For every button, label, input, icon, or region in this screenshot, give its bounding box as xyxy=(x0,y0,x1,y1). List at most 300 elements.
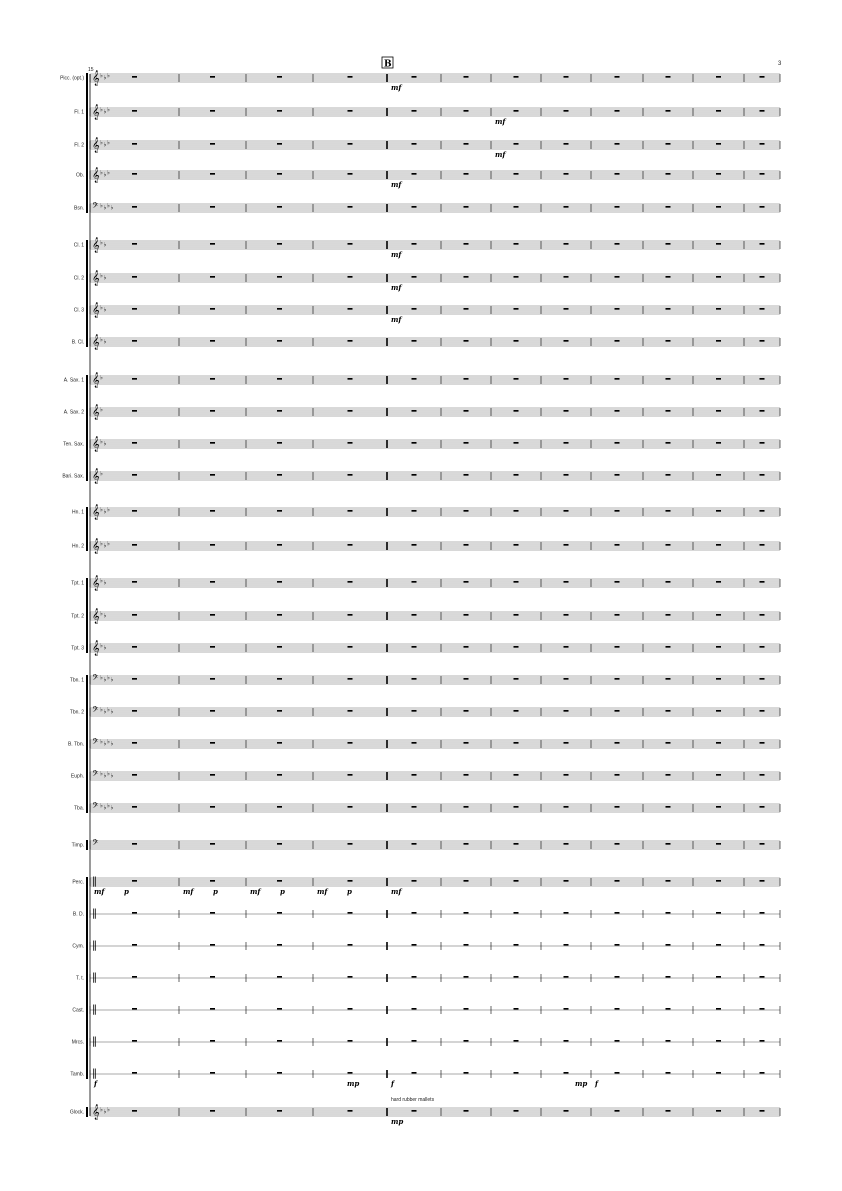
whole-rest xyxy=(348,678,353,680)
whole-rest xyxy=(464,843,469,845)
whole-rest xyxy=(210,544,215,546)
staff-label: Tbn. 1 xyxy=(69,677,84,684)
whole-rest xyxy=(514,880,519,882)
perc1-clef-icon: ‖ xyxy=(92,908,97,919)
staff-label: Tba. xyxy=(73,805,84,812)
flat-icon: ♭ xyxy=(107,139,110,147)
whole-rest xyxy=(716,76,721,78)
treble-clef-icon: 𝄞 xyxy=(92,138,100,153)
staff-label: A. Sax. 2 xyxy=(63,409,84,416)
treble-clef-icon: 𝄞 xyxy=(92,469,100,484)
whole-rest xyxy=(132,1008,137,1010)
whole-rest xyxy=(464,110,469,112)
staff-cast xyxy=(72,1004,780,1015)
whole-rest xyxy=(132,442,137,444)
whole-rest xyxy=(210,76,215,78)
flat-icon: ♭ xyxy=(103,274,107,282)
staff-t-t xyxy=(76,972,780,983)
whole-rest xyxy=(564,410,569,412)
staff-label: T. t. xyxy=(75,975,84,982)
treble-clef-icon: 𝄞 xyxy=(92,576,100,591)
whole-rest xyxy=(277,143,282,145)
whole-rest xyxy=(716,474,721,476)
whole-rest xyxy=(210,110,215,112)
whole-rest xyxy=(348,774,353,776)
whole-rest xyxy=(716,110,721,112)
whole-rest xyxy=(464,276,469,278)
whole-rest xyxy=(412,1110,417,1112)
flat-icon: ♭ xyxy=(100,406,103,414)
whole-rest xyxy=(564,880,569,882)
whole-rest xyxy=(132,710,137,712)
whole-rest xyxy=(666,243,671,245)
whole-rest xyxy=(564,1008,569,1010)
whole-rest xyxy=(348,410,353,412)
flat-icon: ♭ xyxy=(100,438,103,446)
whole-rest xyxy=(564,76,569,78)
treble-clef-icon: 𝄞 xyxy=(92,335,100,350)
whole-rest xyxy=(464,474,469,476)
whole-rest xyxy=(666,143,671,145)
whole-rest xyxy=(615,143,620,145)
staff-a-sax-1 xyxy=(64,373,780,388)
whole-rest xyxy=(666,912,671,914)
flat-icon: ♭ xyxy=(100,1106,103,1114)
whole-rest xyxy=(666,806,671,808)
staff-tpt-2 xyxy=(71,609,780,624)
whole-rest xyxy=(564,110,569,112)
whole-rest xyxy=(464,806,469,808)
dynamic-marking: f xyxy=(595,1079,599,1088)
whole-rest xyxy=(514,206,519,208)
whole-rest xyxy=(210,581,215,583)
whole-rest xyxy=(132,110,137,112)
flat-icon: ♭ xyxy=(103,612,107,620)
whole-rest xyxy=(666,614,671,616)
whole-rest xyxy=(464,581,469,583)
whole-rest xyxy=(210,742,215,744)
whole-rest xyxy=(514,76,519,78)
whole-rest xyxy=(348,976,353,978)
whole-rest xyxy=(514,742,519,744)
treble-clef-icon: 𝄞 xyxy=(92,373,100,388)
whole-rest xyxy=(132,410,137,412)
whole-rest xyxy=(412,110,417,112)
whole-rest xyxy=(132,378,137,380)
whole-rest xyxy=(666,1072,671,1074)
whole-rest xyxy=(716,143,721,145)
staff-ten-sax xyxy=(63,437,780,452)
staff-label: Tamb. xyxy=(70,1071,84,1078)
whole-rest xyxy=(277,581,282,583)
flat-icon: ♭ xyxy=(107,738,110,746)
whole-rest xyxy=(210,510,215,512)
flat-icon: ♭ xyxy=(100,738,103,746)
staff-label: Hn. 2 xyxy=(72,543,84,550)
flat-icon: ♭ xyxy=(100,272,103,280)
whole-rest xyxy=(514,614,519,616)
staff-label: B. Tbn. xyxy=(67,741,84,748)
whole-rest xyxy=(760,276,765,278)
whole-rest xyxy=(464,678,469,680)
staff-label: Ten. Sax. xyxy=(63,441,84,448)
flat-icon: ♭ xyxy=(107,169,110,177)
whole-rest xyxy=(277,1008,282,1010)
whole-rest xyxy=(348,646,353,648)
whole-rest xyxy=(412,806,417,808)
whole-rest xyxy=(760,678,765,680)
whole-rest xyxy=(132,143,137,145)
whole-rest xyxy=(348,76,353,78)
whole-rest xyxy=(760,944,765,946)
treble-clef-icon: 𝄞 xyxy=(92,71,100,86)
staff-label: Ob. xyxy=(75,172,84,179)
whole-rest xyxy=(348,880,353,882)
whole-rest xyxy=(464,774,469,776)
staff-picc-opt xyxy=(60,71,780,86)
whole-rest xyxy=(348,1008,353,1010)
whole-rest xyxy=(666,308,671,310)
dynamic-marking: mf xyxy=(391,180,402,189)
whole-rest xyxy=(277,474,282,476)
whole-rest xyxy=(277,678,282,680)
staff-b-cl xyxy=(72,335,780,350)
whole-rest xyxy=(564,614,569,616)
dynamic-marking: mp xyxy=(575,1079,588,1088)
whole-rest xyxy=(464,944,469,946)
whole-rest xyxy=(666,76,671,78)
whole-rest xyxy=(514,581,519,583)
whole-rest xyxy=(412,843,417,845)
whole-rest xyxy=(666,1110,671,1112)
staff-b-tbn xyxy=(68,738,780,749)
whole-rest xyxy=(210,944,215,946)
whole-rest xyxy=(716,276,721,278)
staff-mrcs xyxy=(72,1036,780,1047)
bass-clef-icon: 𝄢 xyxy=(92,770,99,781)
staff-label: Tpt. 3 xyxy=(71,645,84,652)
whole-rest xyxy=(132,76,137,78)
whole-rest xyxy=(716,1040,721,1042)
dynamic-marking: mp xyxy=(391,1117,404,1126)
whole-rest xyxy=(615,410,620,412)
treble-clef-icon: 𝄞 xyxy=(92,303,100,318)
whole-rest xyxy=(412,710,417,712)
whole-rest xyxy=(132,806,137,808)
whole-rest xyxy=(716,1110,721,1112)
whole-rest xyxy=(277,710,282,712)
whole-rest xyxy=(666,410,671,412)
whole-rest xyxy=(564,143,569,145)
whole-rest xyxy=(277,378,282,380)
staff-label: Fl. 2 xyxy=(74,142,84,149)
staff-cym xyxy=(72,940,780,951)
whole-rest xyxy=(514,1008,519,1010)
whole-rest xyxy=(210,410,215,412)
flat-icon: ♭ xyxy=(103,241,107,249)
whole-rest xyxy=(716,880,721,882)
whole-rest xyxy=(716,243,721,245)
whole-rest xyxy=(514,1110,519,1112)
whole-rest xyxy=(615,1072,620,1074)
whole-rest xyxy=(716,944,721,946)
whole-rest xyxy=(277,646,282,648)
whole-rest xyxy=(132,646,137,648)
whole-rest xyxy=(210,646,215,648)
flat-icon: ♭ xyxy=(103,74,107,82)
staff-cl-3 xyxy=(74,303,780,318)
whole-rest xyxy=(132,944,137,946)
whole-rest xyxy=(348,378,353,380)
flat-icon: ♭ xyxy=(103,508,107,516)
staff-tba xyxy=(74,802,780,813)
whole-rest xyxy=(348,614,353,616)
staff-tpt-1 xyxy=(71,576,780,591)
whole-rest xyxy=(464,173,469,175)
whole-rest xyxy=(132,774,137,776)
whole-rest xyxy=(412,976,417,978)
perc1-clef-icon: ‖ xyxy=(92,1004,97,1015)
whole-rest xyxy=(615,243,620,245)
whole-rest xyxy=(210,1008,215,1010)
whole-rest xyxy=(348,1072,353,1074)
flat-icon: ♭ xyxy=(100,239,103,247)
flat-icon: ♭ xyxy=(110,804,114,812)
whole-rest xyxy=(760,474,765,476)
whole-rest xyxy=(348,308,353,310)
whole-rest xyxy=(760,143,765,145)
whole-rest xyxy=(760,173,765,175)
whole-rest xyxy=(348,442,353,444)
whole-rest xyxy=(348,243,353,245)
whole-rest xyxy=(760,510,765,512)
whole-rest xyxy=(716,510,721,512)
whole-rest xyxy=(412,243,417,245)
whole-rest xyxy=(760,76,765,78)
whole-rest xyxy=(760,206,765,208)
whole-rest xyxy=(132,340,137,342)
whole-rest xyxy=(412,581,417,583)
whole-rest xyxy=(412,944,417,946)
flat-icon: ♭ xyxy=(103,740,107,748)
whole-rest xyxy=(348,806,353,808)
staff-label: Timp. xyxy=(71,842,84,849)
whole-rest xyxy=(666,510,671,512)
whole-rest xyxy=(412,276,417,278)
flat-icon: ♭ xyxy=(110,772,114,780)
whole-rest xyxy=(564,1072,569,1074)
whole-rest xyxy=(464,614,469,616)
whole-rest xyxy=(464,410,469,412)
whole-rest xyxy=(277,308,282,310)
whole-rest xyxy=(666,1040,671,1042)
whole-rest xyxy=(412,1072,417,1074)
staff-label: Picc. (opt.) xyxy=(60,75,84,82)
staff-perc xyxy=(72,876,780,887)
whole-rest xyxy=(716,710,721,712)
flat-icon: ♭ xyxy=(100,139,103,147)
whole-rest xyxy=(464,1040,469,1042)
staff-timp xyxy=(72,839,780,850)
whole-rest xyxy=(760,1040,765,1042)
staff-bsn xyxy=(74,202,780,213)
whole-rest xyxy=(514,243,519,245)
whole-rest xyxy=(615,710,620,712)
flat-icon: ♭ xyxy=(107,540,110,548)
whole-rest xyxy=(464,710,469,712)
whole-rest xyxy=(210,1040,215,1042)
whole-rest xyxy=(464,308,469,310)
whole-rest xyxy=(210,912,215,914)
whole-rest xyxy=(412,1008,417,1010)
whole-rest xyxy=(760,110,765,112)
dynamic-marking: mf xyxy=(391,283,402,292)
whole-rest xyxy=(277,806,282,808)
staff-label: B. Cl. xyxy=(71,339,84,346)
flat-icon: ♭ xyxy=(107,506,110,514)
whole-rest xyxy=(716,742,721,744)
flat-icon: ♭ xyxy=(103,108,107,116)
dynamic-marking: mf xyxy=(183,887,194,896)
whole-rest xyxy=(277,110,282,112)
flat-icon: ♭ xyxy=(103,338,107,346)
staff-label: B. D. xyxy=(72,911,84,918)
whole-rest xyxy=(615,774,620,776)
staff-tamb xyxy=(70,1068,780,1079)
treble-clef-icon: 𝄞 xyxy=(92,609,100,624)
whole-rest xyxy=(277,510,282,512)
treble-clef-icon: 𝄞 xyxy=(92,539,100,554)
whole-rest xyxy=(514,510,519,512)
whole-rest xyxy=(132,912,137,914)
staff-label: A. Sax. 1 xyxy=(63,377,84,384)
whole-rest xyxy=(514,646,519,648)
flat-icon: ♭ xyxy=(103,440,107,448)
whole-rest xyxy=(716,173,721,175)
flat-icon: ♭ xyxy=(100,202,103,210)
whole-rest xyxy=(716,614,721,616)
whole-rest xyxy=(615,976,620,978)
whole-rest xyxy=(514,944,519,946)
whole-rest xyxy=(514,340,519,342)
whole-rest xyxy=(348,912,353,914)
treble-clef-icon: 𝄞 xyxy=(92,405,100,420)
treble-clef-icon: 𝄞 xyxy=(92,238,100,253)
whole-rest xyxy=(412,378,417,380)
whole-rest xyxy=(464,243,469,245)
whole-rest xyxy=(348,1040,353,1042)
whole-rest xyxy=(716,410,721,412)
whole-rest xyxy=(564,944,569,946)
staff-label: Cl. 2 xyxy=(73,275,84,282)
whole-rest xyxy=(666,544,671,546)
whole-rest xyxy=(132,173,137,175)
staff-label: Glock. xyxy=(69,1109,84,1116)
whole-rest xyxy=(514,442,519,444)
staff-hn-2 xyxy=(72,539,780,554)
whole-rest xyxy=(564,710,569,712)
flat-icon: ♭ xyxy=(107,674,110,682)
staff-tpt-3 xyxy=(71,641,780,656)
bass-clef-icon: 𝄢 xyxy=(92,706,99,717)
whole-rest xyxy=(564,806,569,808)
whole-rest xyxy=(760,581,765,583)
whole-rest xyxy=(615,544,620,546)
flat-icon: ♭ xyxy=(107,706,110,714)
staff-bari-sax xyxy=(62,469,780,484)
flat-icon: ♭ xyxy=(100,106,103,114)
staff-fl-1 xyxy=(74,105,780,120)
whole-rest xyxy=(564,308,569,310)
whole-rest xyxy=(615,173,620,175)
whole-rest xyxy=(514,912,519,914)
whole-rest xyxy=(564,442,569,444)
flat-icon: ♭ xyxy=(103,708,107,716)
staff-label: Tbn. 2 xyxy=(69,709,84,716)
staff-fl-2 xyxy=(74,138,780,153)
whole-rest xyxy=(277,1072,282,1074)
whole-rest xyxy=(412,646,417,648)
staff-label: Bsn. xyxy=(73,205,84,212)
whole-rest xyxy=(760,308,765,310)
whole-rest xyxy=(348,143,353,145)
whole-rest xyxy=(564,510,569,512)
whole-rest xyxy=(666,340,671,342)
whole-rest xyxy=(132,880,137,882)
whole-rest xyxy=(514,474,519,476)
flat-icon: ♭ xyxy=(100,642,103,650)
whole-rest xyxy=(348,206,353,208)
whole-rest xyxy=(464,1072,469,1074)
whole-rest xyxy=(277,614,282,616)
whole-rest xyxy=(132,474,137,476)
whole-rest xyxy=(277,206,282,208)
whole-rest xyxy=(564,276,569,278)
whole-rest xyxy=(666,976,671,978)
whole-rest xyxy=(210,206,215,208)
dynamic-marking: mf xyxy=(391,315,402,324)
whole-rest xyxy=(514,410,519,412)
whole-rest xyxy=(348,843,353,845)
flat-icon: ♭ xyxy=(100,674,103,682)
whole-rest xyxy=(615,678,620,680)
whole-rest xyxy=(210,678,215,680)
whole-rest xyxy=(514,308,519,310)
whole-rest xyxy=(514,173,519,175)
whole-rest xyxy=(760,614,765,616)
whole-rest xyxy=(132,544,137,546)
whole-rest xyxy=(210,806,215,808)
whole-rest xyxy=(716,581,721,583)
whole-rest xyxy=(615,474,620,476)
whole-rest xyxy=(514,678,519,680)
whole-rest xyxy=(464,378,469,380)
whole-rest xyxy=(760,378,765,380)
whole-rest xyxy=(210,143,215,145)
whole-rest xyxy=(348,110,353,112)
whole-rest xyxy=(132,276,137,278)
staff-glock xyxy=(70,1105,780,1120)
whole-rest xyxy=(412,1040,417,1042)
whole-rest xyxy=(277,442,282,444)
whole-rest xyxy=(615,76,620,78)
whole-rest xyxy=(760,340,765,342)
flat-icon: ♭ xyxy=(100,540,103,548)
flat-icon: ♭ xyxy=(100,304,103,312)
whole-rest xyxy=(132,1072,137,1074)
whole-rest xyxy=(210,276,215,278)
flat-icon: ♭ xyxy=(100,169,103,177)
